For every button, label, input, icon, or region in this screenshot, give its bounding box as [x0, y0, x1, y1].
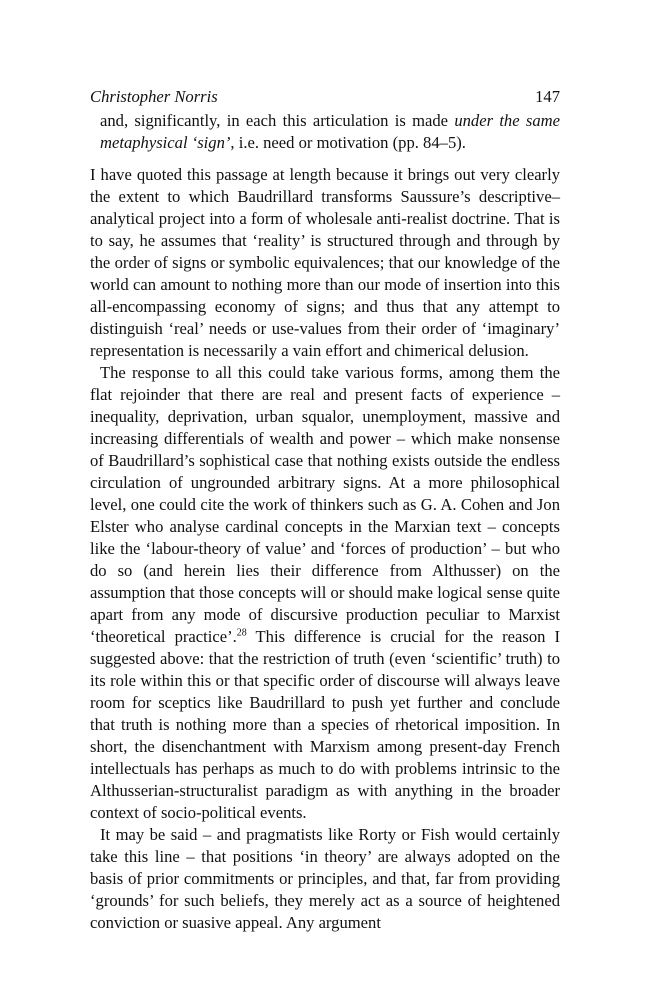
quote-text-2: , i.e. need or motivation (pp. 84–5). [230, 133, 466, 152]
quote-italic-text: under the same metaphysical ‘sign’ [100, 111, 560, 152]
book-page [90, 86, 560, 934]
paragraph-2 [90, 362, 560, 824]
page-number: 147 [535, 87, 560, 106]
quote-text-1: and, significantly, in each this articulation is made [100, 111, 455, 130]
running-header-author: Christopher Norris [90, 87, 218, 106]
paragraph-2-text-a: The response to all this could take various forms, among them the flat rejoinder that there are real and present facts of experience – inequality, deprivation, urban squalor, unemployment, massive and increasing differentials of wealth and power – which make nonsense of Baudrillard’s sophistical case that nothing exists outside the endless circulation of ungrounded arbitrary signs. At a more philosophical level, one could cite the work of thinkers such as G. A. Cohen and Jon Elster who analyse cardinal concepts in the Marxian text – concepts like the ‘labour-theory of value’ and ‘forces of production’ – but who do so (and herein lies their difference from Althusser) on the assumption that those concepts will or should make logical sense quite apart from any mode of discursive production peculiar to Marxist ‘theoretical practice’. [90, 363, 560, 646]
block-quote [100, 110, 560, 154]
paragraph-3: It may be said – and pragmatists like Rorty or Fish would certainly take this line – that positions ‘in theory’ are always adopted on the basis of prior commitments or principles, and that, far from providing ‘grounds’ for such beliefs, they merely act as a source of heightened conviction or suasive appeal. Any argument [90, 825, 560, 932]
paragraph-1: I have quoted this passage at length because it brings out very clearly the extent to which Baudrillard transforms Saussure’s descriptive–analytical project into a form of wholesale anti-realist doctrine. That is to say, he assumes that ‘reality’ is structured through and through by the order of signs or symbolic equivalences; that our knowledge of the world can amount to nothing more than our mode of insertion into this all-encompassing economy of signs; and thus that any attempt to distinguish ‘real’ needs or use-values from their order of ‘imaginary’ representation is necessarily a vain effort and chimerical delusion. [90, 165, 560, 360]
paragraph-2-text-b: This difference is crucial for the reason I suggested above: that the restriction of truth (even ‘scientific’ truth) to its role within this or that specific order of discourse will always leave room for sceptics like Baudrillard to push yet further and conclude that truth is nothing more than a species of rhetorical imposition. In short, the disenchantment with Marxism among present-day French intellectuals has perhaps as much to do with problems intrinsic to the Althusserian-structuralist paradigm as with anything in the broader context of socio-political events. [90, 627, 560, 822]
footnote-marker: 28 [236, 627, 247, 639]
running-header [90, 86, 560, 110]
